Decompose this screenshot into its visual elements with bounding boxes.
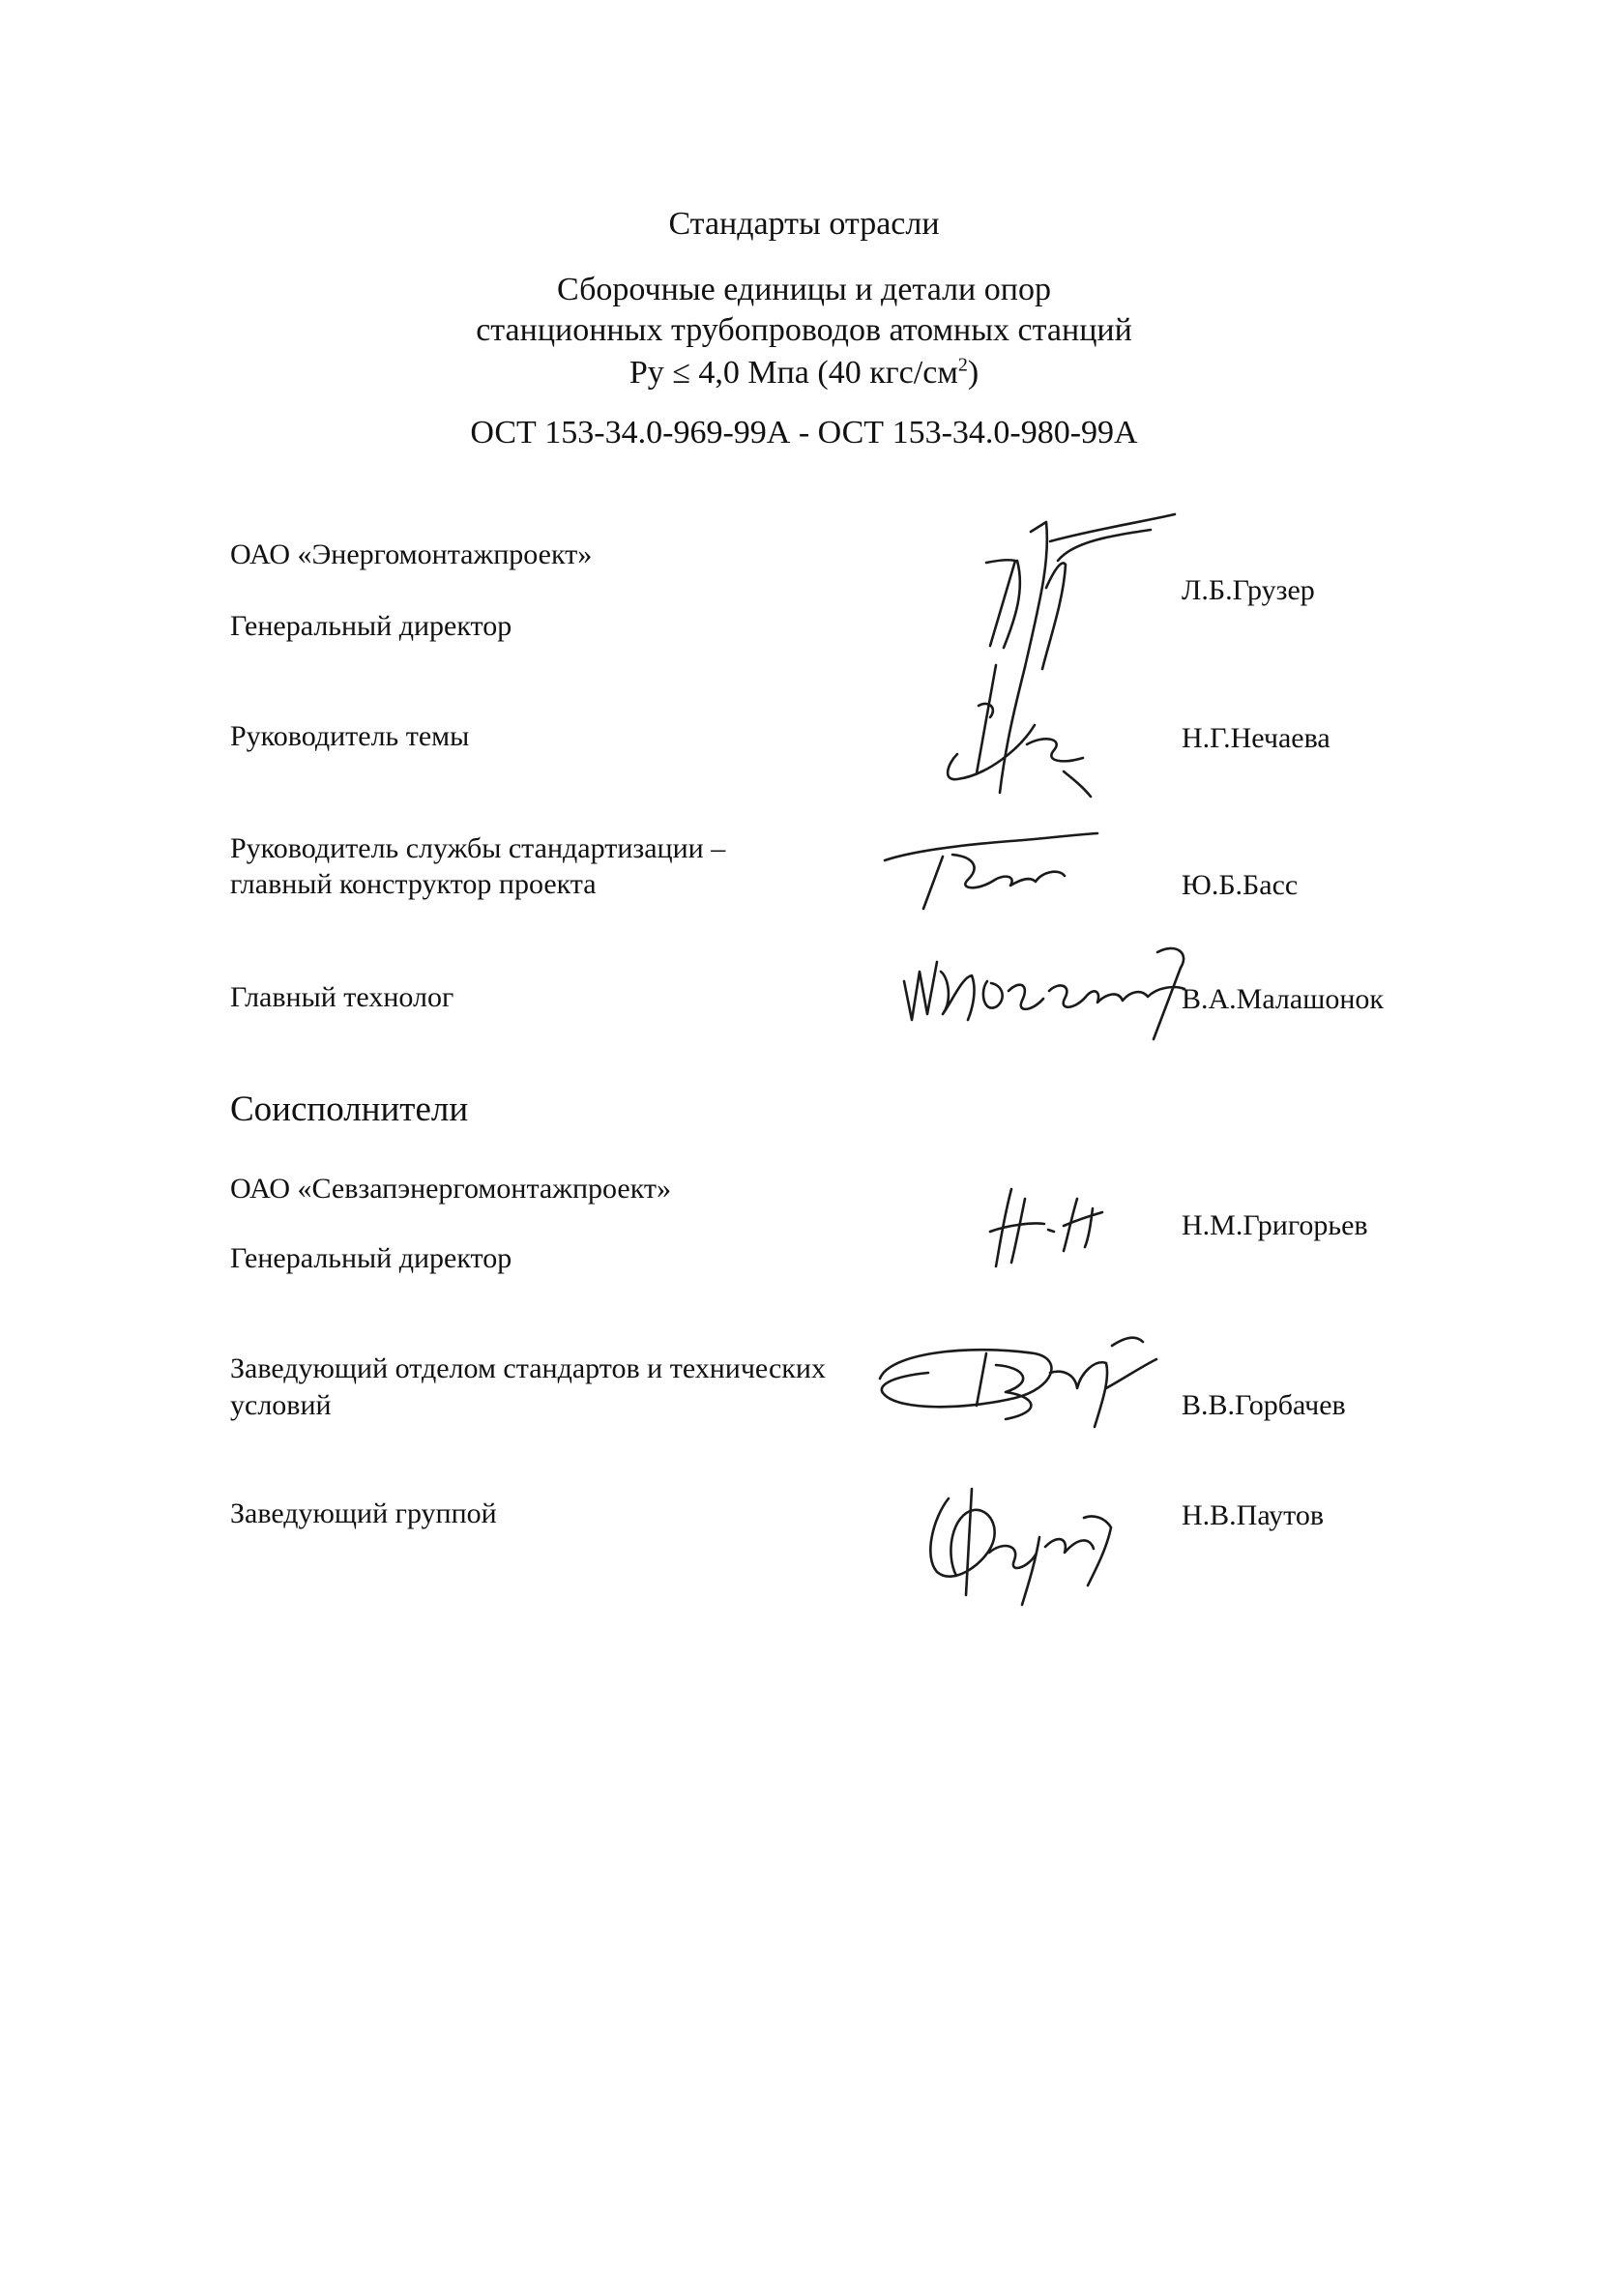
signature-bass [875, 812, 1107, 918]
signature-nechaeva [919, 657, 1112, 802]
pressure-prefix: Ру ≤ 4,0 Мпа (40 кгс/см [629, 355, 958, 391]
signature-gorbachev [870, 1295, 1180, 1450]
developer-name: В.А.Малашонок [1182, 983, 1384, 1015]
developer-position: Главный технолог [230, 981, 454, 1013]
developer-name: Ю.Б.Басс [1182, 869, 1299, 901]
coexecutor-position: Заведующий группой [230, 1497, 497, 1529]
developer-position: Генеральный директор [230, 610, 512, 642]
developer-position-line-1: Руководитель службы стандартизации – [230, 832, 726, 864]
series-title: Стандарты отрасли [668, 206, 940, 242]
signature-pautov [914, 1460, 1136, 1614]
developer-organization: ОАО «Энергомонтажпроект» [230, 538, 593, 570]
coexecutor-name: Н.В.Паутов [1182, 1499, 1325, 1531]
developer-position-line-2: главный конструктор проекта [230, 868, 597, 900]
pressure-superscript: 2 [957, 354, 968, 376]
coexecutor-position: Генеральный директор [230, 1242, 512, 1274]
signature-gruzer [957, 503, 1189, 677]
developer-position: Руководитель темы [230, 720, 470, 752]
developer-name: Н.Г.Нечаева [1182, 722, 1330, 754]
subject-line-1: Сборочные единицы и детали опор [557, 272, 1051, 307]
signature-malashonok [894, 933, 1204, 1049]
developer-name: Л.Б.Грузер [1182, 574, 1315, 606]
coexecutor-position-line-2: условий [230, 1389, 332, 1421]
subject-line-2: станционных трубопроводов атомных станций [476, 312, 1132, 348]
coexecutor-name: Н.М.Григорьев [1182, 1209, 1368, 1241]
signature-grigoriev [977, 1170, 1131, 1276]
standard-range: ОСТ 153-34.0-969-99А - ОСТ 153-34.0-980-99А [470, 415, 1138, 450]
pressure-rating [0, 354, 1608, 392]
coexecutor-name: В.В.Горбачев [1182, 1389, 1346, 1421]
coexecutors-heading: Соисполнители [230, 1090, 469, 1129]
coexecutor-organization: ОАО «Севзапэнергомонтажпроект» [230, 1173, 672, 1205]
pressure-suffix: ) [967, 355, 979, 391]
coexecutor-position-line-1: Заведующий отделом стандартов и технических [230, 1352, 826, 1384]
